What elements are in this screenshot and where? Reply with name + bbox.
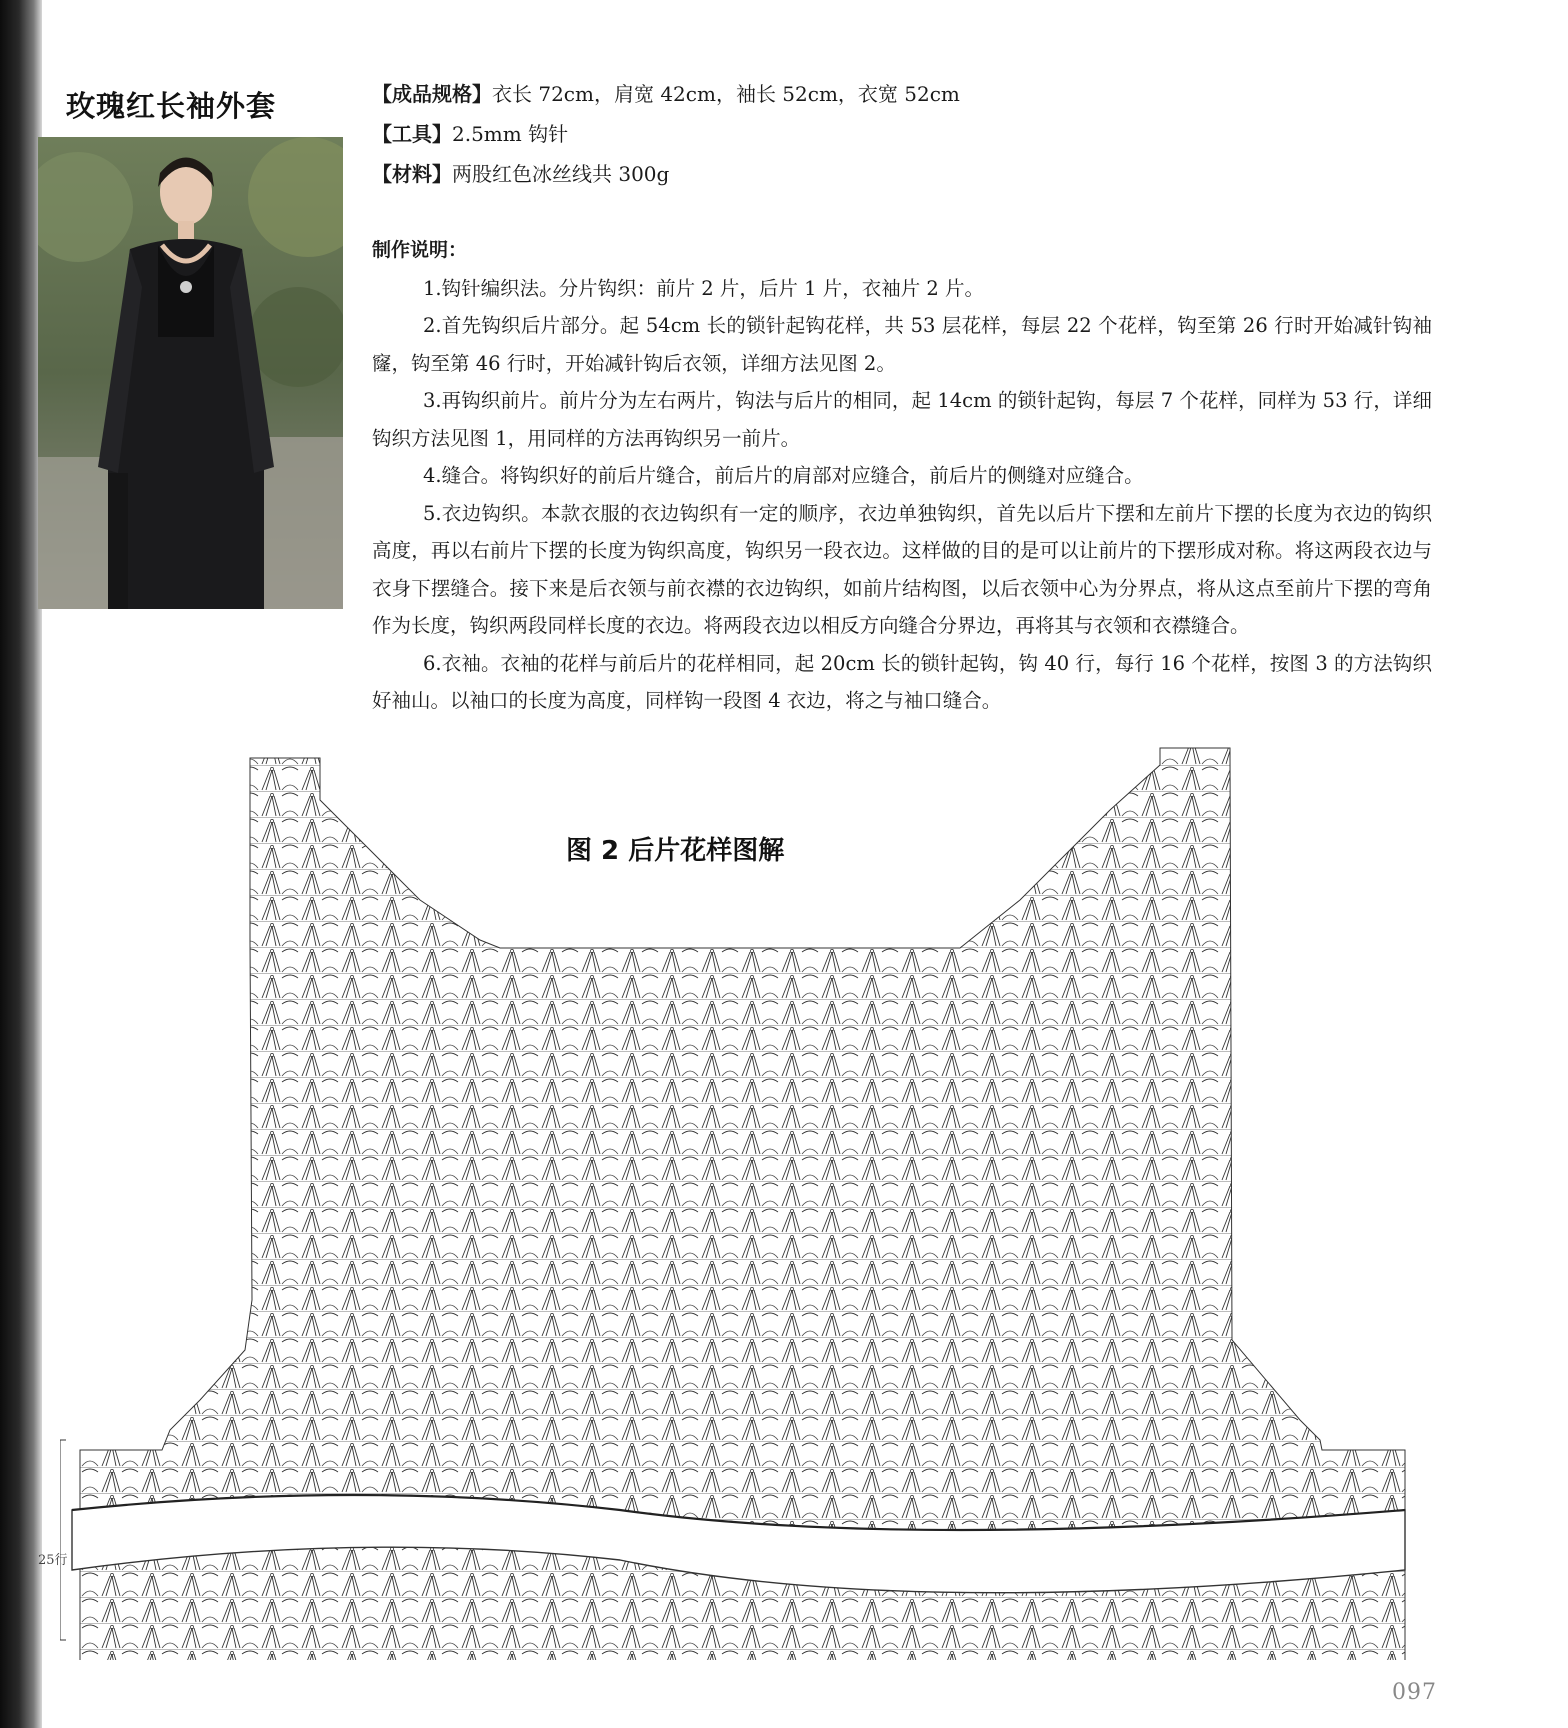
instructions-block — [372, 232, 1432, 720]
spec-size-label: 【成品规格】 — [372, 82, 492, 106]
instruction-paragraph: 6.衣袖。衣袖的花样与前后片的花样相同，起 20cm 长的锁针起钩，钩 40 行，每行 16 个花样，按图 3 的方法钩织好袖山。以袖口的长度为高度，同样钩一段图 4 衣边，将之与袖口缝合。 — [372, 651, 1432, 712]
model-photo — [38, 137, 343, 609]
spec-size-value: 衣长 72cm，肩宽 42cm，袖长 52cm，衣宽 52cm — [492, 82, 960, 106]
spec-material — [372, 154, 1432, 194]
book-spine-shadow — [0, 0, 42, 1728]
page-number: 097 — [1392, 1680, 1437, 1705]
spec-tool-value: 2.5mm 钩针 — [452, 122, 569, 146]
instruction-paragraph: 2.首先钩织后片部分。起 54cm 长的锁针起钩花样，共 53 层花样，每层 22 个花样，钩至第 26 行时开始减针钩袖窿，钩至第 46 行时，开始减针钩后衣领，详细方法见图 2。 — [372, 314, 1432, 375]
instruction-paragraph: 5.衣边钩织。本款衣服的衣边钩织有一定的顺序，衣边单独钩织，首先以后片下摆和左前片下摆的长度为衣边的钩织高度，再以右前片下摆的长度为钩织高度，钩织另一段衣边。这样做的目的是可以让前片的下摆形成对称。将这两段衣边与衣身下摆缝合。接下来是后衣领与前衣襟的衣边钩织，如前片结构图，以后衣领中心为分界点，将从这点至前片下摆的弯角作为长度，钩织两段同样长度的衣边。将两段衣边以相反方向缝合分界边，再将其与衣领和衣襟缝合。 — [372, 501, 1432, 637]
rows-count-label: 25行 — [38, 1553, 68, 1568]
page-title: 玫瑰红长袖外套 — [66, 89, 277, 123]
spec-material-value: 两股红色冰丝线共 300g — [452, 162, 670, 186]
instruction-paragraph: 1.钩针编织法。分片钩织：前片 2 片，后片 1 片，衣袖片 2 片。 — [423, 276, 985, 300]
spec-material-label: 【材料】 — [372, 162, 452, 186]
figure-title: 图 2 后片花样图解 — [566, 836, 785, 866]
back-piece-stitch-diagram — [60, 740, 1430, 1670]
instruction-paragraph: 3.再钩织前片。前片分为左右两片，钩法与后片的相同，起 14cm 的锁针起钩，每层 7 个花样，同样为 53 行，详细钩织方法见图 1，用同样的方法再钩织另一前片。 — [372, 389, 1432, 450]
spec-tool — [372, 114, 1432, 154]
instruction-paragraph: 4.缝合。将钩织好的前后片缝合，前后片的肩部对应缝合，前后片的侧缝对应缝合。 — [423, 464, 1144, 487]
spec-tool-label: 【工具】 — [372, 122, 452, 146]
specs-block — [372, 74, 1432, 194]
spec-size — [372, 74, 1432, 114]
instructions-heading: 制作说明： — [372, 239, 468, 261]
